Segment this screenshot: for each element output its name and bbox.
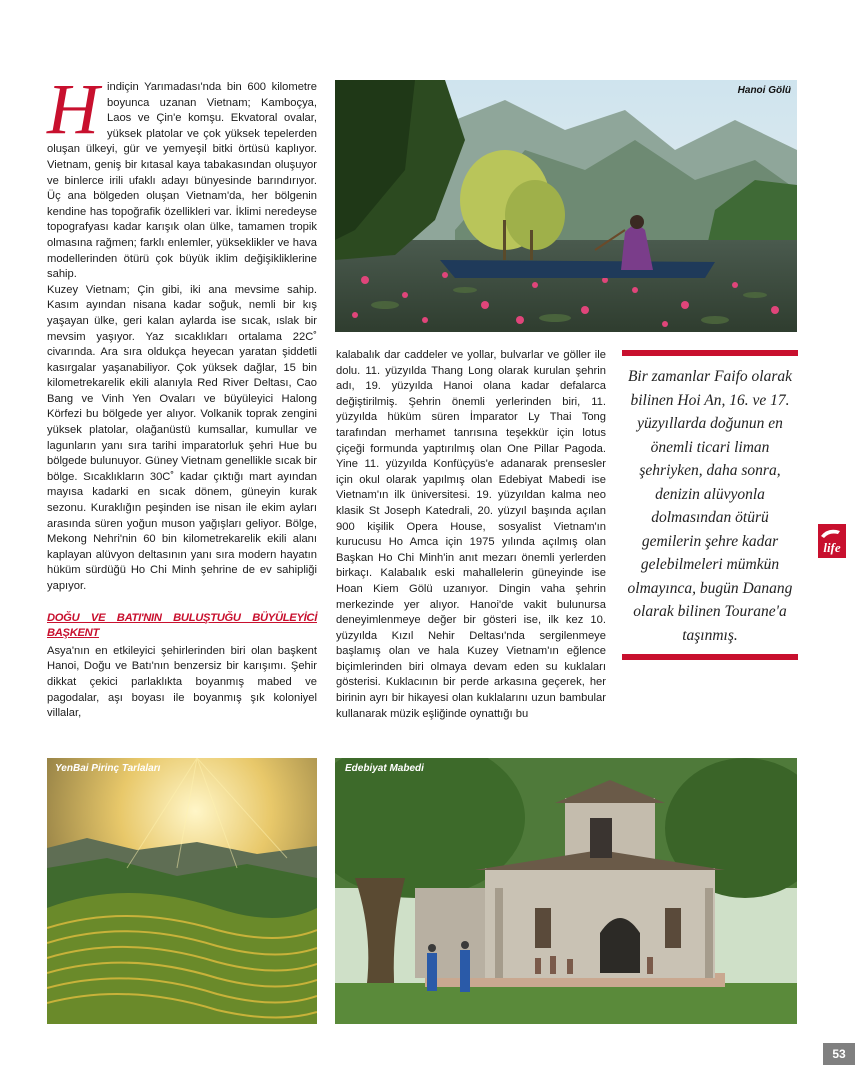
hanoi-lake-illustration <box>335 80 797 332</box>
life-logo <box>818 524 846 558</box>
article-column-right <box>336 348 606 722</box>
article-column-left <box>47 69 317 722</box>
hanoi-paragraph: Asya'nın en etkileyici şehirlerinden biri olan başkent Hanoi, Doğu ve Batı'nın benzersiz bir karışımı. Şehir dikkat çekici parlaklıkta boyanmış mabed ve pagodalar, aşı boyası ile boyanmış şık koloniyel villalar, <box>47 644 317 720</box>
intro-text: indiçin Yarımadası'nda bin 600 kilometre boyunca uzanan Vietnam; Kamboçya, Laos ve Çin'e komşu. Ekvatoral ovalar, yüksek platolar ve çok yüksek tepelerden oluşan ülkeyi, gür ve yemyeşil bitki örtüsü kaplıyor. Vietnam, geniş bir kıtasal kaya tabakasından oluşuyor ve binlerce irili ufaklı adayı bünyesinde barındırıyor. Üç ana bölgeden oluşan Vietnam'da, her bölgenin kendine has topoğrafik özellikleri var. İklimi neredeyse topografyası kadar karışık olan ülke, tamamen tropik olmasına rağmen; farklı enlemler, yükseklikler ve hava modellerinden ötürü çok büyük iklim değişikliklerine sahip. <box>47 81 317 281</box>
hanoi-lake-photo <box>335 80 797 332</box>
rice-terraces-photo <box>47 758 317 1024</box>
temple-photo-caption: Edebiyat Mabedi <box>345 763 424 774</box>
rice-terraces-illustration <box>47 758 317 1024</box>
hanoi-continued-paragraph: kalabalık dar caddeler ve yollar, bulvarlar ve göller ile dolu. 11. yüzyılda Thang Long olarak kurulan şehrin adı, 19. yüzyılda Hanoi olana kadar defalarca değiştirilmiş. Şehrin önemli yerlerinden biri, 11. yüzyılda hüküm süren İmparator Ly Thai Tong tarafından merhamet tanrısına teşekkür için lotus çiçeği formunda yaptırılmış olan One Pillar Pagoda. Yine 11. yüzyılda Konfüçyüs'e adanarak prensesler için okul olarak yapılmış olan Edebiyat Mabedi ise Vietnam'ın ilk üniversitesi. 19. yüzyıldan kalma neo klasik St Joseph Katedrali, 20. yüzyıl başında açılan 900 kişilik Opera House, sosyalist Vietnam'ın kurucusu Ho Amca için 1975 yılında açılmış olan Başkan Ho Chi Minh'in anıt mezarı önemli yerlerden birkaçı. Kalabalık eski mahallelerin güneyinde ise Hoan Kiem Gölü uzanıyor. Dingin vaha şehrin merkezinde yer alıyor. Hanoi'de vakit bulunursa deneyimlenmeye değer bir gösteri ise, ilk kez 10. yüzyılda Kızıl Nehir Deltası'nda sergilenmeye başlamış olan ve hala Kuzey Vietnam'ın eğlence biçimlerinden biri olmaya devam eden su kuklaları gösterisi. Kuklacının bir perde arkasına geçerek, her birinin ayrı bir hikayesi olan kuklalarını uzun bambular kullanarak müzik eşliğinde oynattığı bu <box>336 349 606 720</box>
rice-photo-caption: YenBai Pirinç Tarlaları <box>55 763 161 774</box>
life-logo-text: life <box>823 540 841 555</box>
section-heading: DOĞU VE BATI'NIN BULUŞTUĞU BÜYÜLEYİCİ BAŞKENT <box>47 611 317 640</box>
climate-paragraph: Kuzey Vietnam; Çin gibi, iki ana mevsime sahip. Kasım ayından nisana kadar soğuk, nemli bir kış yaşayan ülke, geri kalan aylarda ise sıcak, ıslak bir mevsim yaşıyor. Yaz sıcaklıkları ortalama 22C˚ civarında. Ara sıra oldukça heyecan yaratan şiddetli kasırgalar yaşanabiliyor. Çok yüksek dağlar, 15 bin kilometrekarelik ekili alanıyla Red River Deltası, Cao Bang ve Vinh Yen Ovaları ve büyüleyici Halong Körfezi bu bölgede yer alıyor. Volkanik toprak zengini yüksek platolar, olağanüstü kumsallar, kumullar ve lagunların yanı sıra tarihi imparatorluk şehri Hue bu bölgede bulunuyor. Güney Vietnam genellikle sıcak bir bölge. Sıcaklıkların 30C˚ kadar çıktığı mart ayından mayısa kadarki en sıcak dönem, güneyin kurak sezonu. Kuraklığın peşinden ise nisan ile ekim ayları arasında süren yoğun muson yağışları geliyor. Bölge, Mekong Nehri'nin 60 bin kilometrekarelik ekili alanı kaplayan alüvyon deltasının yanı sıra modern hayatın hüküm sürdüğü Ho Chi Minh şehrine de ev sahipliği yapıyor. <box>47 283 317 592</box>
pull-quote-text: Bir zamanlar Faifo olarak bilinen Hoi An, 16. ve 17. yüzyıllarda doğunun en önemli ticari liman şehriyken, daha sonra, denizin alüvyonla dolmasından ötürü gemilerin şehre kadar gelebilmeleri mümkün olmayınca, bugün Danang olarak bilinen Tourane'a taşınmış. <box>627 368 793 644</box>
pull-quote <box>622 350 798 644</box>
page-number: 53 <box>823 1043 855 1065</box>
drop-cap: H <box>47 69 99 149</box>
life-logo-mark <box>818 524 846 558</box>
temple-illustration <box>335 758 797 1024</box>
pull-quote-bottom-rule <box>622 654 798 660</box>
hanoi-photo-caption: Hanoi Gölü <box>737 85 791 96</box>
temple-of-literature-photo <box>335 758 797 1024</box>
intro-paragraph <box>47 69 317 283</box>
